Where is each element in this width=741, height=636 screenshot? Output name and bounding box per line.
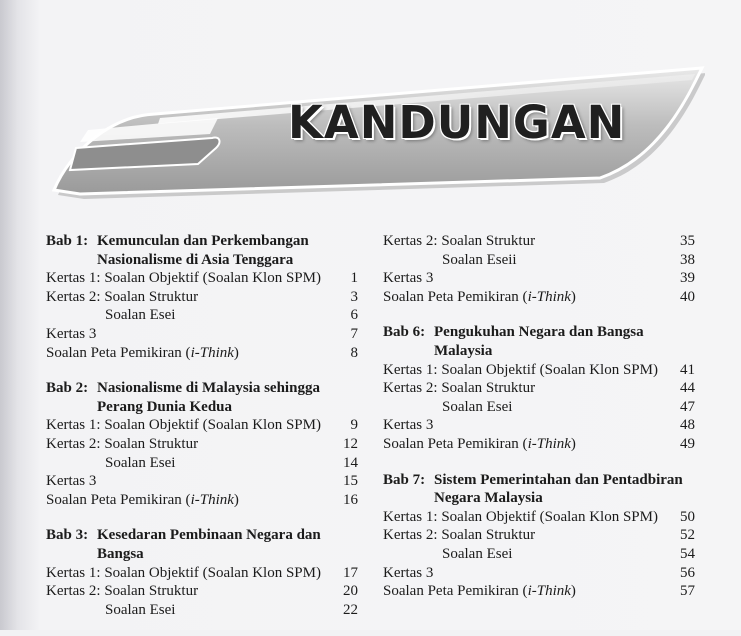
toc-page-number: 15 — [343, 473, 358, 490]
toc-entry-label: Soalan Esei — [442, 545, 513, 562]
toc-page-number: 38 — [680, 251, 695, 268]
toc-page-number: 48 — [680, 417, 695, 434]
toc-page-number: 39 — [680, 270, 695, 287]
toc-entry[interactable] — [383, 288, 695, 307]
toc-entry[interactable] — [46, 491, 358, 510]
chapter-title-line: Kesedaran Pembinaan Negara dan — [97, 527, 321, 544]
toc-entry[interactable] — [383, 545, 695, 564]
title-banner — [40, 52, 705, 202]
toc-page-number: 17 — [343, 564, 358, 581]
toc-entry-label: Kertas 2: Soalan Struktur — [383, 527, 536, 544]
toc-entry[interactable] — [383, 526, 695, 545]
toc-page-number: 56 — [680, 564, 695, 581]
toc-entry[interactable] — [383, 379, 695, 398]
toc-entry[interactable] — [383, 269, 695, 288]
toc-entry-label: Soalan Esei — [105, 454, 176, 471]
toc-page-number: 22 — [343, 601, 358, 618]
chapter-2 — [46, 379, 358, 509]
chapter-title-line: Nasionalisme di Malaysia sehingga — [97, 380, 320, 397]
toc-entry-label: Kertas 1: Soalan Objektif (Soalan Klon SPM) — [46, 417, 321, 434]
chapter-heading — [46, 232, 358, 269]
toc-left-column — [46, 232, 358, 636]
toc-page-number: 16 — [343, 491, 358, 508]
chapter-number: Bab 1: — [46, 233, 89, 249]
chapter-continuation — [383, 232, 695, 306]
chapter-title-line: Kemunculan dan Perkembangan — [97, 233, 309, 249]
toc-page-number: 52 — [680, 527, 695, 544]
toc-entry-label: Kertas 2: Soalan Struktur — [383, 233, 536, 249]
toc-entry[interactable] — [383, 251, 695, 270]
toc-page-number: 3 — [350, 288, 358, 305]
chapter-number: Bab 2: — [46, 380, 89, 397]
chapter-number: Bab 6: — [383, 324, 426, 341]
toc-entry-label: Kertas 1: Soalan Objektif (Soalan Klon SPM) — [46, 564, 321, 581]
toc-entry[interactable] — [46, 564, 358, 583]
toc-page-number: 6 — [350, 307, 358, 324]
toc-entry-label: Kertas 2: Soalan Struktur — [46, 435, 199, 452]
toc-entry-label: Soalan Peta Pemikiran (i-Think) — [46, 344, 239, 361]
toc-page-number: 44 — [680, 380, 695, 397]
toc-entry[interactable] — [46, 582, 358, 601]
toc-page-number: 49 — [680, 435, 695, 452]
chapter-title-line: Malaysia — [434, 342, 493, 359]
toc-entry[interactable] — [46, 306, 358, 325]
toc-entry[interactable] — [46, 454, 358, 473]
toc-entry-label: Soalan Peta Pemikiran (i-Think) — [383, 288, 576, 305]
toc-entry-label: Soalan Peta Pemikiran (i-Think) — [383, 583, 576, 600]
chapter-heading — [46, 526, 358, 563]
toc-entry[interactable] — [46, 601, 358, 620]
chapter-title-line: Sistem Pemerintahan dan Pentadbiran — [434, 471, 683, 488]
toc-page-number: 50 — [680, 508, 695, 525]
toc-page-number: 8 — [350, 344, 358, 361]
chapter-title-line: Perang Dunia Kedua — [97, 398, 233, 415]
toc-entry[interactable] — [383, 435, 695, 454]
page-title: KANDUNGAN — [288, 96, 626, 149]
toc-page-number: 57 — [680, 583, 695, 600]
toc-page-number: 40 — [680, 288, 695, 305]
toc-entry[interactable] — [383, 361, 695, 380]
toc-entry[interactable] — [46, 288, 358, 307]
toc-entry-label: Soalan Peta Pemikiran (i-Think) — [383, 435, 576, 452]
toc-entry[interactable] — [383, 416, 695, 435]
toc-entry[interactable] — [383, 582, 695, 601]
toc-entry-label: Soalan Eseii — [442, 251, 517, 268]
toc-entry[interactable] — [46, 325, 358, 344]
chapter-7 — [383, 471, 695, 601]
toc-entry-label: Soalan Esei — [442, 398, 513, 415]
toc-entry-label: Kertas 2: Soalan Struktur — [46, 583, 199, 600]
chapter-heading — [383, 471, 695, 508]
chapter-3 — [46, 526, 358, 619]
chapter-heading — [46, 379, 358, 416]
toc-entry-label: Soalan Esei — [105, 601, 176, 618]
toc-right-column — [383, 232, 695, 618]
chapter-number: Bab 3: — [46, 527, 89, 544]
toc-page-number: 7 — [350, 325, 358, 342]
toc-page-number: 41 — [680, 361, 695, 378]
chapter-6 — [383, 323, 695, 453]
toc-entry-label: Kertas 1: Soalan Objektif (Soalan Klon SPM) — [46, 270, 321, 287]
toc-page-number: 1 — [350, 270, 358, 287]
toc-entry[interactable] — [46, 472, 358, 491]
toc-entry-label: Soalan Peta Pemikiran (i-Think) — [46, 491, 239, 508]
toc-entry[interactable] — [46, 344, 358, 363]
toc-entry-label: Soalan Esei — [105, 307, 176, 324]
toc-page-number: 9 — [350, 417, 358, 434]
toc-entry-label: Kertas 1: Soalan Objektif (Soalan Klon SPM) — [383, 508, 658, 525]
toc-entry-label: Kertas 3 — [383, 564, 434, 581]
toc-page-number: 12 — [343, 435, 358, 452]
toc-page-number: 14 — [343, 454, 358, 471]
toc-entry-label: Kertas 2: Soalan Struktur — [46, 288, 199, 305]
toc-entry[interactable] — [46, 435, 358, 454]
chapter-1 — [46, 232, 358, 362]
toc-entry[interactable] — [383, 564, 695, 583]
chapter-title-line: Bangsa — [97, 545, 144, 562]
toc-entry[interactable] — [383, 508, 695, 527]
chapter-title-line: Nasionalisme di Asia Tenggara — [97, 251, 294, 268]
toc-entry-label: Kertas 2: Soalan Struktur — [383, 380, 536, 397]
toc-entry-label: Kertas 3 — [383, 417, 434, 434]
toc-entry[interactable] — [383, 398, 695, 417]
toc-page-number: 35 — [680, 233, 695, 249]
toc-page-number: 20 — [343, 583, 358, 600]
chapter-title-line: Pengukuhan Negara dan Bangsa — [434, 324, 644, 341]
toc-entry[interactable] — [46, 269, 358, 288]
chapter-number: Bab 7: — [383, 471, 426, 488]
chapter-title-line: Negara Malaysia — [434, 490, 543, 507]
toc-entry-label: Kertas 3 — [46, 473, 97, 490]
toc-entry[interactable] — [46, 416, 358, 435]
toc-entry-label: Kertas 1: Soalan Objektif (Soalan Klon SPM) — [383, 361, 658, 378]
toc-page-number: 54 — [680, 545, 695, 562]
toc-entry-label: Kertas 3 — [383, 270, 434, 287]
toc-entry[interactable] — [383, 232, 695, 251]
chapter-heading — [383, 323, 695, 360]
toc-page-number: 47 — [680, 398, 695, 415]
toc-entry-label: Kertas 3 — [46, 325, 97, 342]
